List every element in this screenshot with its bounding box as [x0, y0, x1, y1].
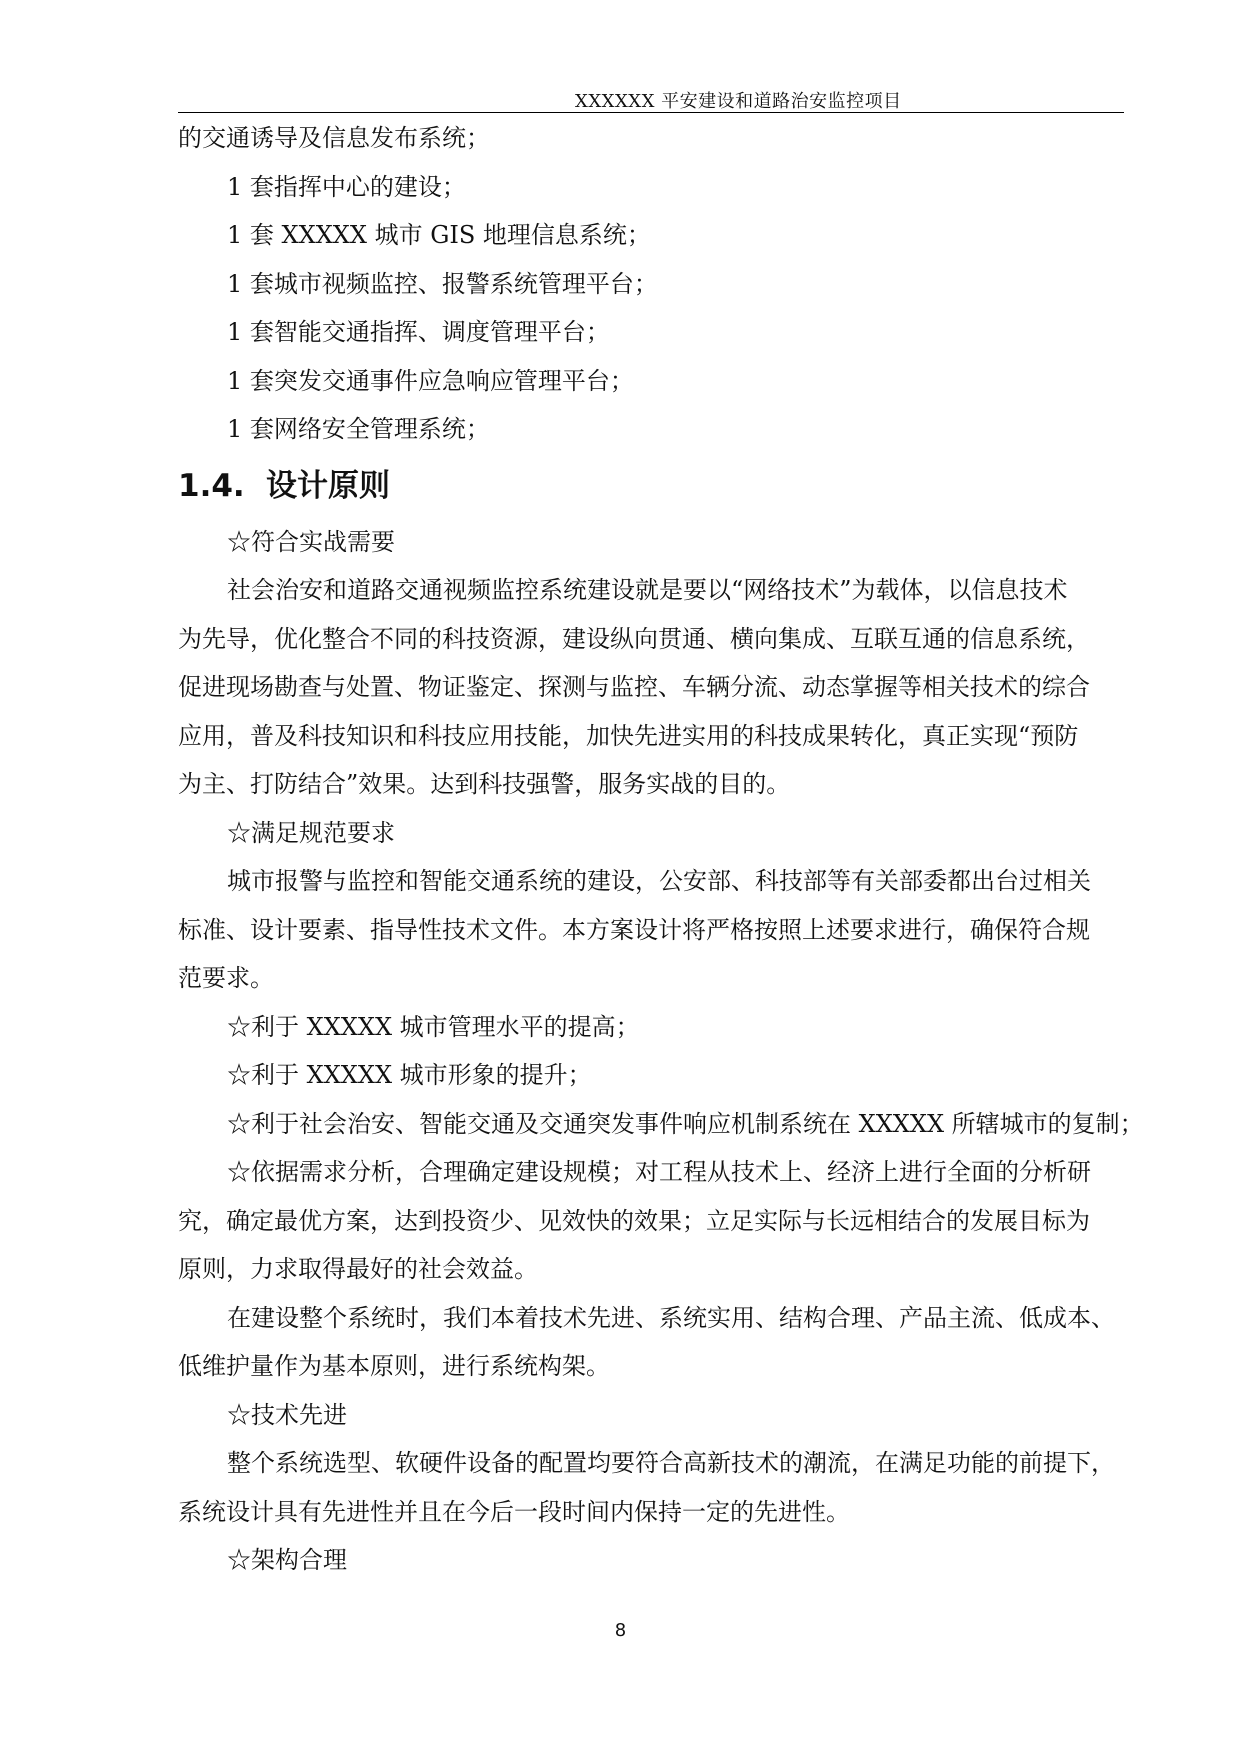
- text-line: 整个系统选型、软硬件设备的配置均要符合高新技术的潮流，在满足功能的前提下，: [227, 1449, 1115, 1477]
- section-number: 1.4.: [178, 467, 245, 504]
- list-item: 1 套指挥中心的建设；: [227, 172, 466, 201]
- text-line: 系统设计具有先进性并且在今后一段时间内保持一定的先进性。: [178, 1497, 850, 1526]
- text-line: 促进现场勘查与处置、物证鉴定、探测与监控、车辆分流、动态掌握等相关技术的综合: [178, 673, 1090, 701]
- section-heading: [178, 454, 1124, 518]
- text-line: 原则，力求取得最好的社会效益。: [178, 1255, 538, 1283]
- text-line: 的交通诱导及信息发布系统；: [178, 124, 490, 152]
- running-header: XXXXXX 平安建设和道路治安监控项目: [575, 91, 902, 112]
- text-line: 在建设整个系统时，我们本着技术先进、系统实用、结构合理、产品主流、低成本、: [227, 1303, 1115, 1332]
- text-line: 社会治安和道路交通视频监控系统建设就是要以“网络技术”为载体，以信息技术: [227, 576, 1068, 604]
- principle-title: ☆架构合理: [227, 1546, 347, 1574]
- list-item: 1 套网络安全管理系统；: [227, 415, 490, 443]
- text-line: 为先导，优化整合不同的科技资源，建设纵向贯通、横向集成、互联互通的信息系统，: [178, 624, 1090, 653]
- text-line: 应用，普及科技知识和科技应用技能，加快先进实用的科技成果转化，真正实现“预防: [178, 721, 1079, 750]
- page-number: 8: [614, 1620, 627, 1641]
- text-line: 标准、设计要素、指导性技术文件。本方案设计将严格按照上述要求进行，确保符合规: [178, 915, 1090, 944]
- list-item: 1 套突发交通事件应急响应管理平台；: [227, 366, 634, 395]
- text-line: 低维护量作为基本原则，进行系统构架。: [178, 1352, 610, 1380]
- principle-title: ☆技术先进: [227, 1400, 347, 1429]
- header-divider: [178, 112, 1124, 113]
- page-body: [178, 114, 1144, 1585]
- list-item: 1 套 XXXXX 城市 GIS 地理信息系统；: [227, 221, 651, 249]
- text-line: ☆依据需求分析，合理确定建设规模；对工程从技术上、经济上进行全面的分析研: [227, 1158, 1091, 1186]
- text-line: 为主、打防结合”效果。达到科技强警，服务实战的目的。: [178, 770, 791, 798]
- principle-title: ☆利于 XXXXX 城市管理水平的提高；: [227, 1012, 640, 1041]
- principle-title: ☆利于 XXXXX 城市形象的提升；: [227, 1061, 592, 1089]
- principle-title: ☆满足规范要求: [227, 818, 395, 847]
- text-line: 城市报警与监控和智能交通系统的建设，公安部、科技部等有关部委都出台过相关: [227, 867, 1091, 895]
- list-item: 1 套智能交通指挥、调度管理平台；: [227, 318, 610, 346]
- section-title: 设计原则: [266, 467, 390, 504]
- text-line: 范要求。: [178, 964, 274, 992]
- text-line: 究，确定最优方案，达到投资少、见效快的效果；立足实际与长远相结合的发展目标为: [178, 1206, 1090, 1235]
- list-item: 1 套城市视频监控、报警系统管理平台；: [227, 269, 658, 298]
- principle-title: ☆符合实战需要: [227, 527, 395, 556]
- principle-title: ☆利于社会治安、智能交通及交通突发事件响应机制系统在 XXXXX 所辖城市的复制；: [227, 1109, 1144, 1138]
